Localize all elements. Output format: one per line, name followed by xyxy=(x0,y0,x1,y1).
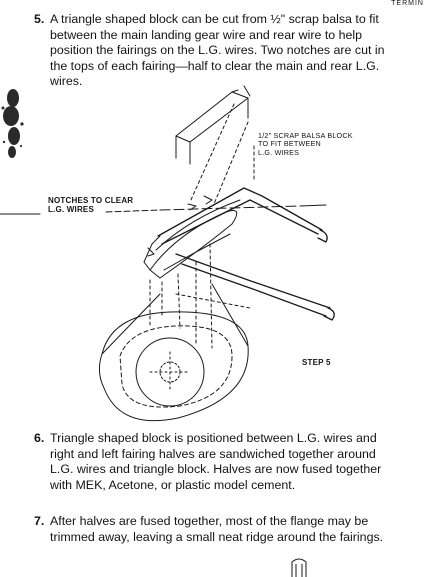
step-6-text: Triangle shaped block is positioned between L.G. wires and right and left fairing halves are sandwiched together around L.G. wires and triangle block. Halves are now fused together with MEK, Acetone, or plastic model cement. xyxy=(50,431,382,492)
step-7 xyxy=(34,514,390,545)
step-5-text: A triangle shaped block can be cut from ½" scrap balsa to fit between the main landing gear wire and rear wire to help position the fairings on the L.G. wires. Two notches are cut in the tops of each fairing—half to clear the main and rear L.G. wires. xyxy=(50,12,385,89)
step-5-number: 5. xyxy=(34,12,45,26)
step-5-illustration xyxy=(0,84,432,430)
notch-callout-label: NOTCHES TO CLEAR L.G. WIRES xyxy=(48,196,134,214)
step-5-label: STEP 5 xyxy=(302,358,331,367)
wheel-pant xyxy=(99,284,248,421)
ink-smudge xyxy=(0,84,26,164)
step-6-number: 6. xyxy=(34,431,45,445)
block-callout-label: 1/2" SCRAP BALSA BLOCK TO FIT BETWEEN L.G. WIRES xyxy=(258,131,353,157)
step-5 xyxy=(34,12,390,90)
page-corner-mark: TERMIN xyxy=(391,0,424,7)
block-leader-lines xyxy=(190,104,254,204)
step-7-text: After halves are fused together, most of the flange may be trimmed away, leaving a small neat ridge around the fairings. xyxy=(50,514,384,544)
fairing-sketch-fragment xyxy=(290,556,308,577)
step-7-number: 7. xyxy=(34,514,45,528)
fairing-outline xyxy=(144,200,240,278)
step-6 xyxy=(34,431,390,493)
wheel-leader-lines xyxy=(150,244,250,348)
balsa-block-drawing xyxy=(176,86,250,164)
wheel-drawing xyxy=(136,338,204,406)
landing-gear-drawing xyxy=(0,84,432,430)
